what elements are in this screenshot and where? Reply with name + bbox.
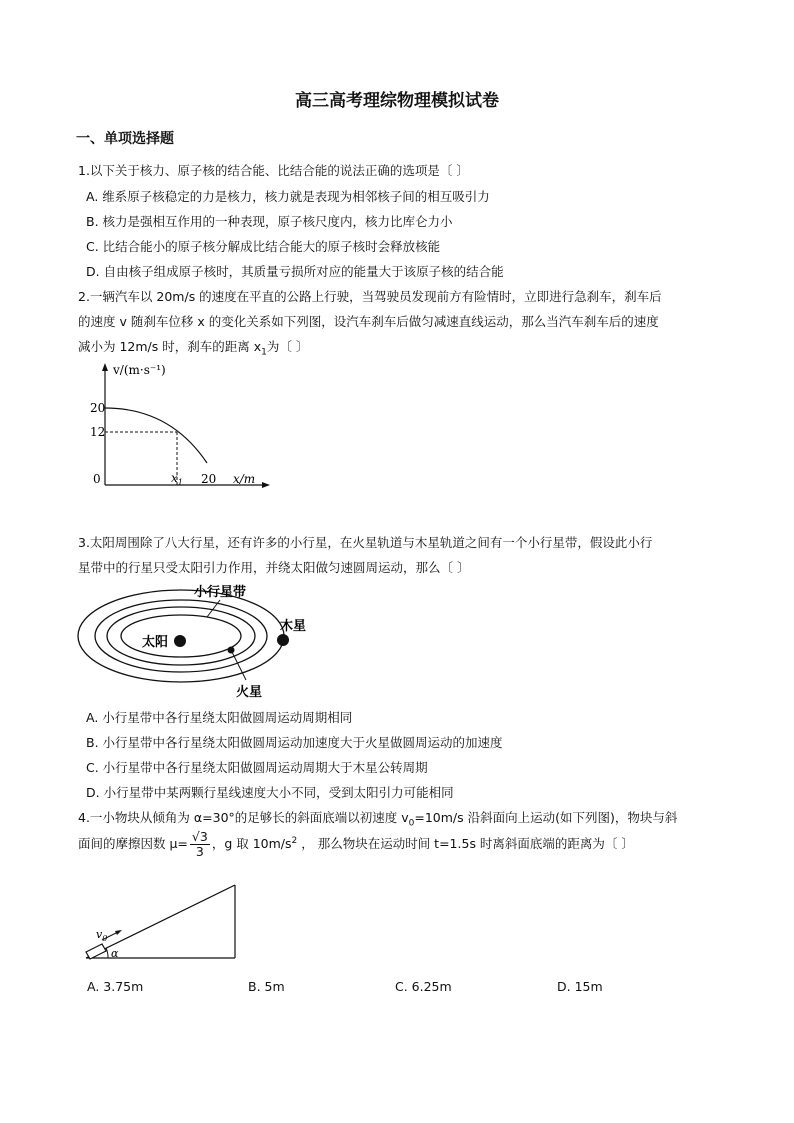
q4-option-d: D. 15m	[557, 979, 603, 994]
y-axis-label: v/(m·s⁻¹)	[113, 363, 166, 377]
x-tick-20: 20	[201, 472, 217, 486]
q3-option-b: B. 小行星带中各行星绕太阳做圆周运动加速度大于火星做圆周运动的加速度	[86, 735, 503, 750]
page-title: 高三高考理综物理模拟试卷	[295, 91, 499, 111]
q2-stem-line2: 的速度 v 随刹车位移 x 的变化关系如下列图，设汽车刹车后做匀减速直线运动，那么当汽车刹车后的速度	[78, 314, 659, 329]
label-jupiter: 木星	[280, 619, 307, 634]
q4-option-a: A. 3.75m	[87, 979, 144, 994]
x-axis-arrow	[262, 482, 270, 488]
q4-stem-line1: 4.一小物块从倾角为 α=30°的足够长的斜面底端以初速度 $v_0=10m/s$ 沿斜面向上运动(如下列图)，物块与斜	[78, 810, 678, 829]
x-axis-label: x/m	[233, 472, 256, 486]
q1-option-c: C. 比结合能小的原子核分解成比结合能大的原子核时会释放核能	[86, 239, 441, 254]
alpha-label: α	[111, 947, 119, 960]
section-heading: 一、单项选择题	[76, 131, 174, 147]
jupiter	[277, 634, 289, 646]
y-tick-12: 12	[90, 425, 106, 439]
x-tick-x1: $x_1$	[171, 471, 183, 487]
q1-option-a: A. 维系原子核稳定的力是核力，核力就是表现为相邻核子间的相互吸引力	[86, 189, 490, 204]
q3-option-c: C. 小行星带中各行星绕太阳做圆周运动周期大于木星公转周期	[86, 760, 428, 775]
q2-stem-line3: 减小为 12m/s 时，刹车的距离 $x_1$为〔 〕	[78, 339, 309, 358]
block	[86, 944, 106, 959]
sun	[174, 635, 186, 647]
q2-velocity-graph	[90, 360, 275, 495]
label-belt: 小行星带	[194, 585, 247, 600]
velocity-curve	[105, 408, 207, 463]
angle-arc	[106, 948, 108, 958]
mu-fraction: $\frac{√3}{3}$	[191, 829, 208, 859]
v0-label: $v_0$	[96, 928, 108, 943]
q1-option-d: D. 自由核子组成原子核时，其质量亏损所对应的能量大于该原子核的结合能	[86, 264, 504, 279]
q3-option-d: D. 小行星带中某两颗行星线速度大小不同，受到太阳引力可能相同	[86, 785, 454, 800]
velocity-arrowhead	[115, 930, 122, 935]
label-mars: 火星	[236, 685, 263, 700]
incline-hypotenuse	[86, 885, 235, 958]
y-tick-20: 20	[90, 401, 106, 415]
q1-stem: 1.以下关于核力、原子核的结合能、比结合能的说法正确的选项是〔 〕	[78, 163, 469, 178]
q3-option-a: A. 小行星带中各行星绕太阳做圆周运动周期相同	[86, 710, 353, 725]
y-axis-arrow	[102, 363, 108, 371]
q4-option-c: C. 6.25m	[395, 979, 452, 994]
q4-stem-line2: 面间的摩擦因数 μ= $\frac{√3}{3}$ ，g 取 $10m/s^2$ ， 那么物块在运动时间 t=1.5s 时离斜面底端的距离为〔 〕	[78, 829, 634, 859]
origin-label: 0	[93, 472, 101, 486]
q4-option-b: B. 5m	[248, 979, 285, 994]
q2-stem-line1: 2.一辆汽车以 20m/s 的速度在平直的公路上行驶，当驾驶员发现前方有险情时，立即进行急刹车，刹车后	[78, 289, 662, 304]
label-sun: 太阳	[142, 635, 169, 650]
q4-incline-diagram	[80, 880, 240, 962]
q1-option-b: B. 核力是强相互作用的一种表现，原子核尺度内，核力比库仑力小	[86, 214, 453, 229]
q3-stem-line2: 星带中的行星只受太阳引力作用，并绕太阳做匀速圆周运动，那么〔 〕	[78, 560, 470, 575]
q3-stem-line1: 3.太阳周围除了八大行星，还有许多的小行星，在火星轨道与木星轨道之间有一个小行星带，假设此小行	[78, 535, 653, 550]
q3-orbit-diagram	[76, 578, 316, 703]
